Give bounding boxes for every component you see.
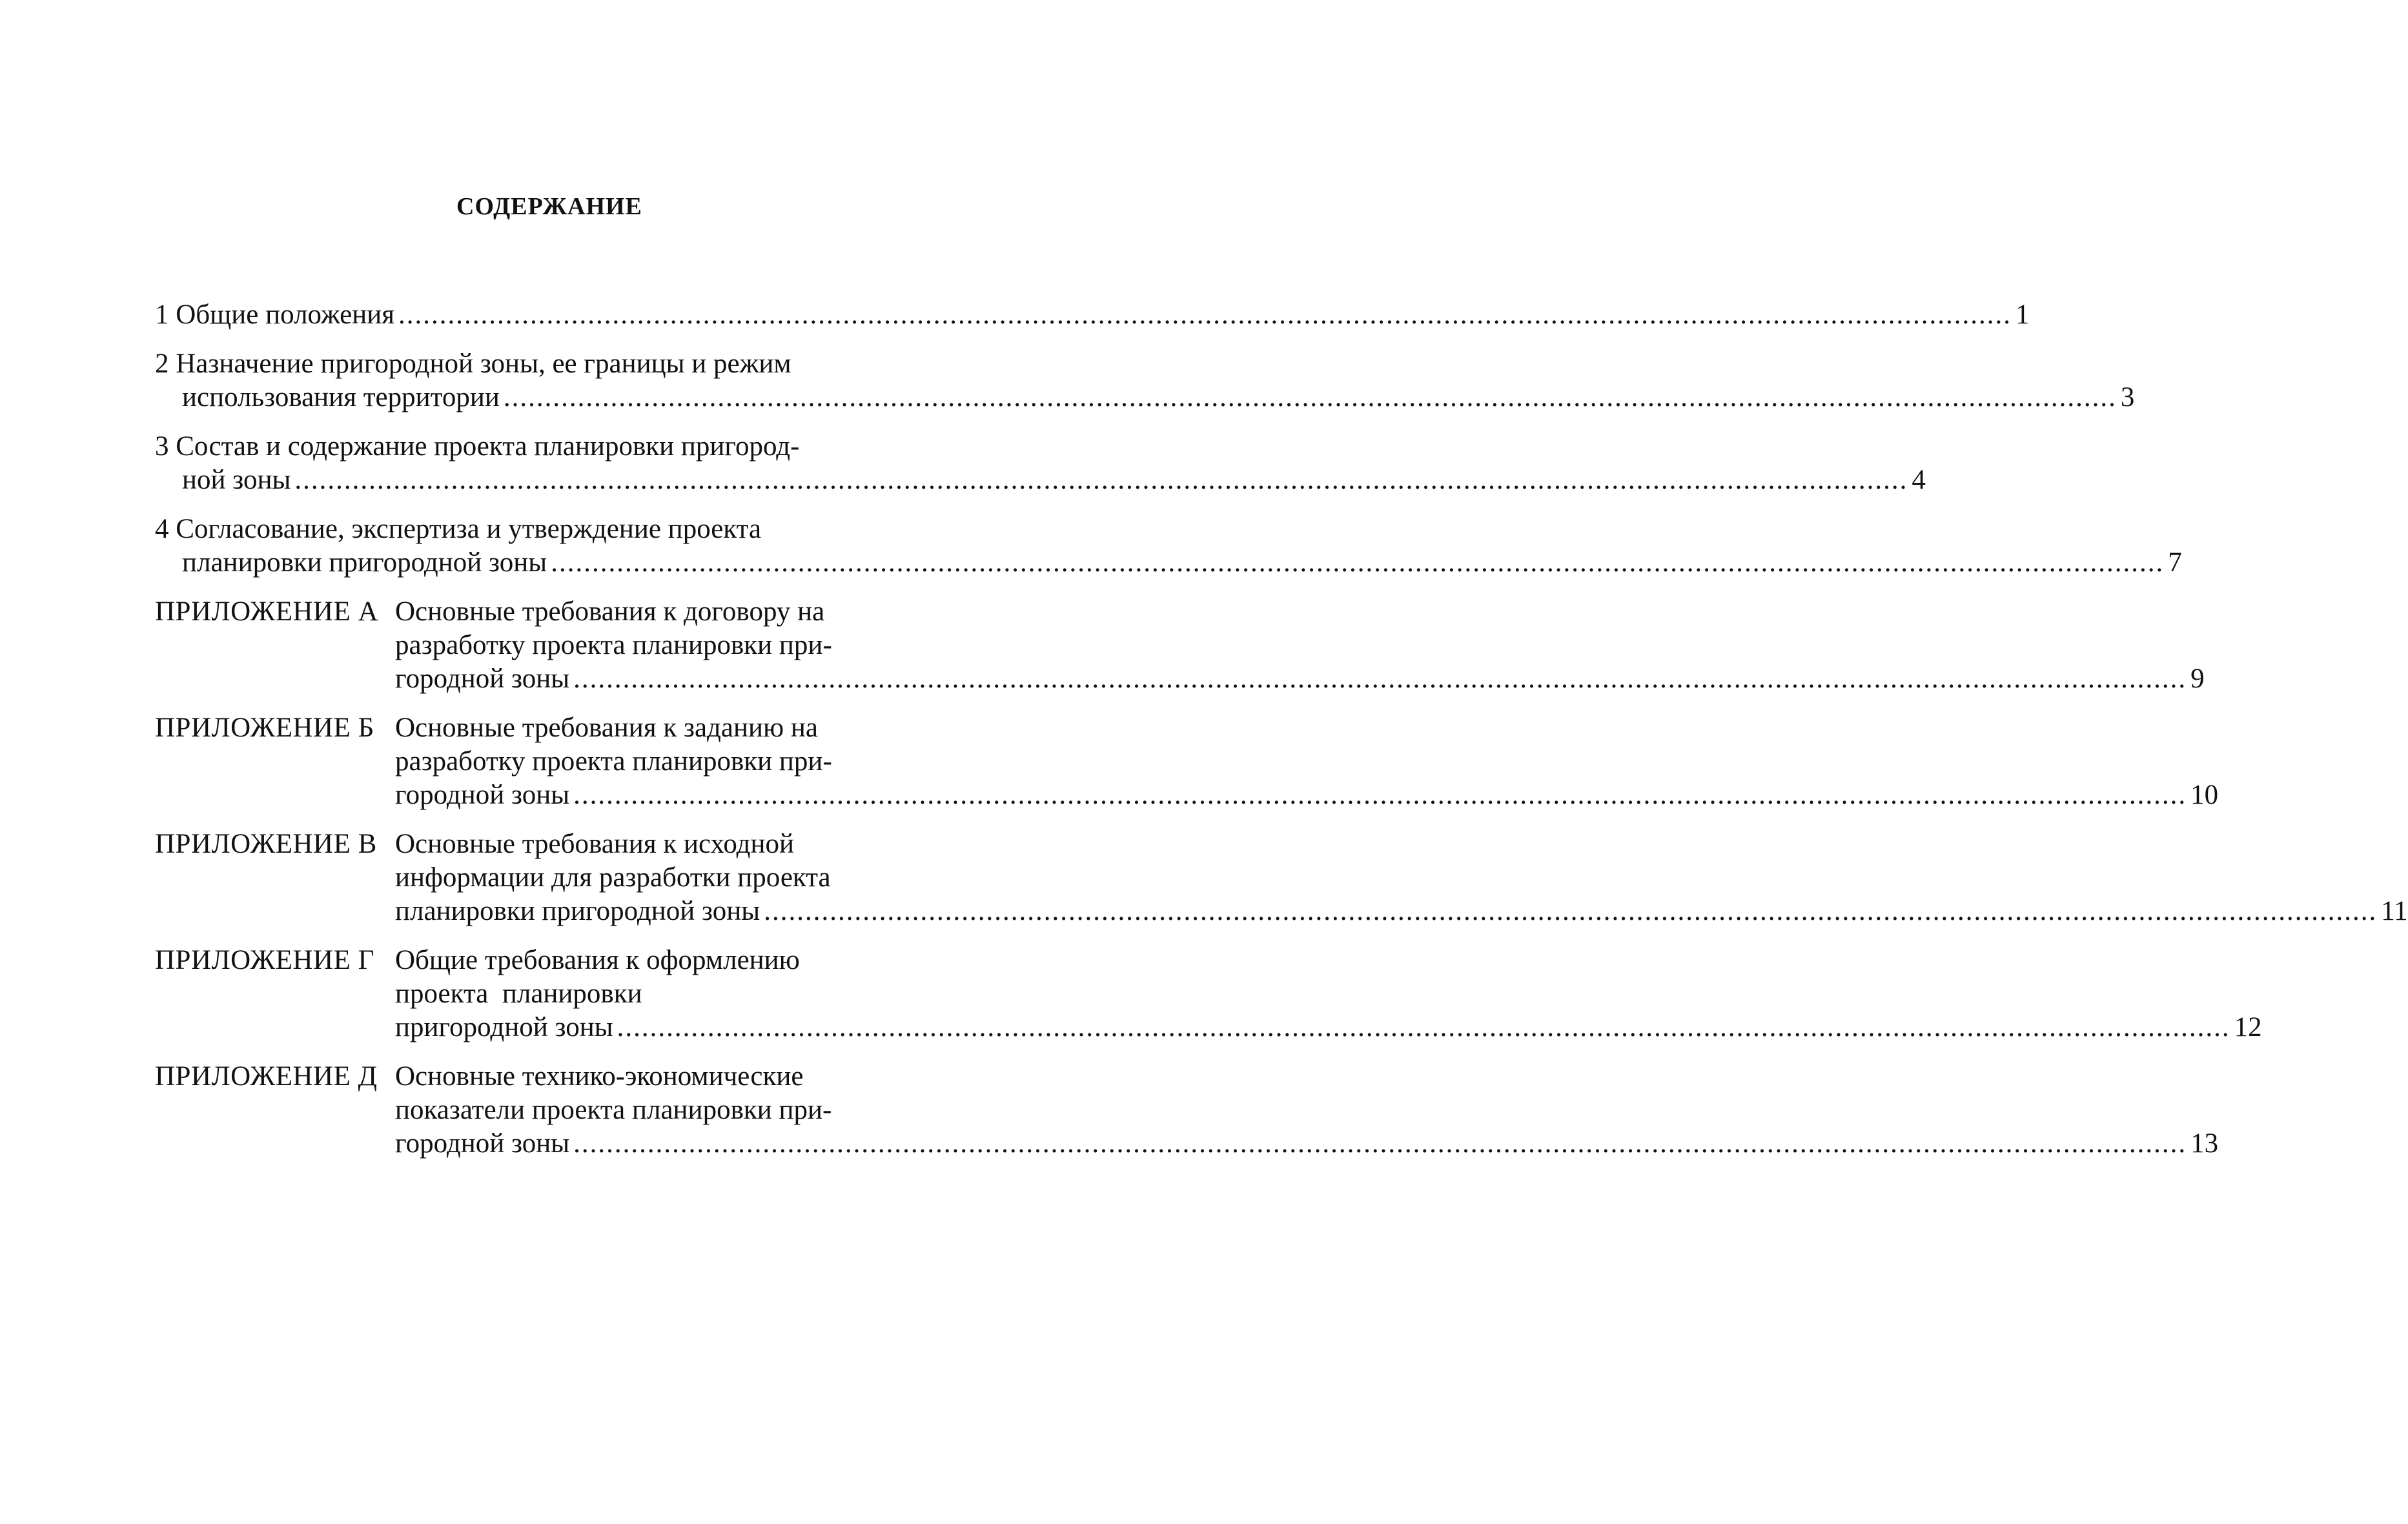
appendix-title-cont: показатели проекта планировки при- [395, 1095, 832, 1125]
toc-entry-section-4[interactable] [155, 513, 2182, 580]
toc-page-number: 13 [2190, 1128, 2219, 1159]
toc-page-number: 9 [2190, 664, 2205, 694]
dot-leader [398, 298, 2012, 332]
toc-entry-section-1[interactable] [155, 298, 2030, 332]
appendix-title: Общие требования к оформлению [395, 945, 800, 975]
dot-leader [573, 778, 2187, 812]
appendix-title: Основные требования к исходной [395, 829, 795, 859]
appendix-label: ПРИЛОЖЕНИЕ Д [155, 1061, 378, 1092]
toc-entry-title: 1 Общие положения [155, 300, 395, 330]
appendix-label: ПРИЛОЖЕНИЕ Б [155, 713, 374, 743]
appendix-title-end: пригородной зоны [395, 1012, 613, 1042]
appendix-title: Основные требования к договору на [395, 596, 825, 627]
appendix-label: ПРИЛОЖЕНИЕ Г [155, 945, 374, 975]
appendix-label: ПРИЛОЖЕНИЕ В [155, 829, 377, 859]
toc-page-number: 1 [2015, 300, 2030, 330]
appendix-label: ПРИЛОЖЕНИЕ А [155, 596, 379, 627]
toc-entry-title-cont: планировки пригородной зоны [182, 547, 547, 578]
toc-entry-title: 3 Состав и содержание проекта планировки пригород- [155, 431, 800, 462]
toc-entry-title: 2 Назначение пригородной зоны, ее границы и режим [155, 349, 791, 379]
dot-leader [504, 381, 2117, 414]
appendix-title-end: городной зоны [395, 780, 570, 810]
appendix-title-cont: разработку проекта планировки при- [395, 630, 832, 660]
appendix-title-cont: информации для разработки проекта [395, 862, 831, 893]
toc-page-number: 11 [2381, 896, 2408, 926]
toc-entry-appendix-d[interactable] [155, 1060, 2219, 1161]
dot-leader [617, 1011, 2230, 1044]
page-title: СОДЕРЖАНИЕ [456, 193, 642, 220]
appendix-title-end: городной зоны [395, 664, 570, 694]
appendix-title: Основные требования к заданию на [395, 713, 819, 743]
toc-page-number: 7 [2168, 547, 2182, 578]
toc-page-number: 3 [2120, 382, 2135, 412]
toc-entry-section-3[interactable] [155, 430, 1926, 497]
toc-entry-section-2[interactable] [155, 347, 2135, 414]
dot-leader [764, 895, 2377, 928]
toc-entry-title-cont: использования территории [182, 382, 500, 412]
appendix-title-end: планировки пригородной зоны [395, 896, 760, 926]
toc-page-number: 12 [2234, 1012, 2262, 1042]
dot-leader [573, 662, 2187, 696]
toc-entry-title: 4 Согласование, экспертиза и утверждение проекта [155, 514, 762, 544]
appendix-title-end: городной зоны [395, 1128, 570, 1159]
appendix-title: Основные технико-экономические [395, 1061, 804, 1092]
toc-entry-appendix-b[interactable] [155, 711, 2219, 812]
dot-leader [551, 546, 2164, 580]
dot-leader [573, 1127, 2187, 1161]
appendix-title-cont: проекта планировки [395, 979, 642, 1009]
appendix-title-cont: разработку проекта планировки при- [395, 746, 832, 777]
toc-entry-appendix-g[interactable] [155, 944, 2262, 1044]
toc-entry-appendix-a[interactable] [155, 595, 2205, 696]
toc-entry-title-cont: ной зоны [182, 465, 291, 495]
toc-page-number: 4 [1912, 465, 1926, 495]
table-of-contents [155, 298, 2408, 1161]
toc-page-number: 10 [2190, 780, 2219, 810]
dot-leader [294, 463, 1908, 497]
toc-entry-appendix-v[interactable] [155, 828, 2408, 928]
